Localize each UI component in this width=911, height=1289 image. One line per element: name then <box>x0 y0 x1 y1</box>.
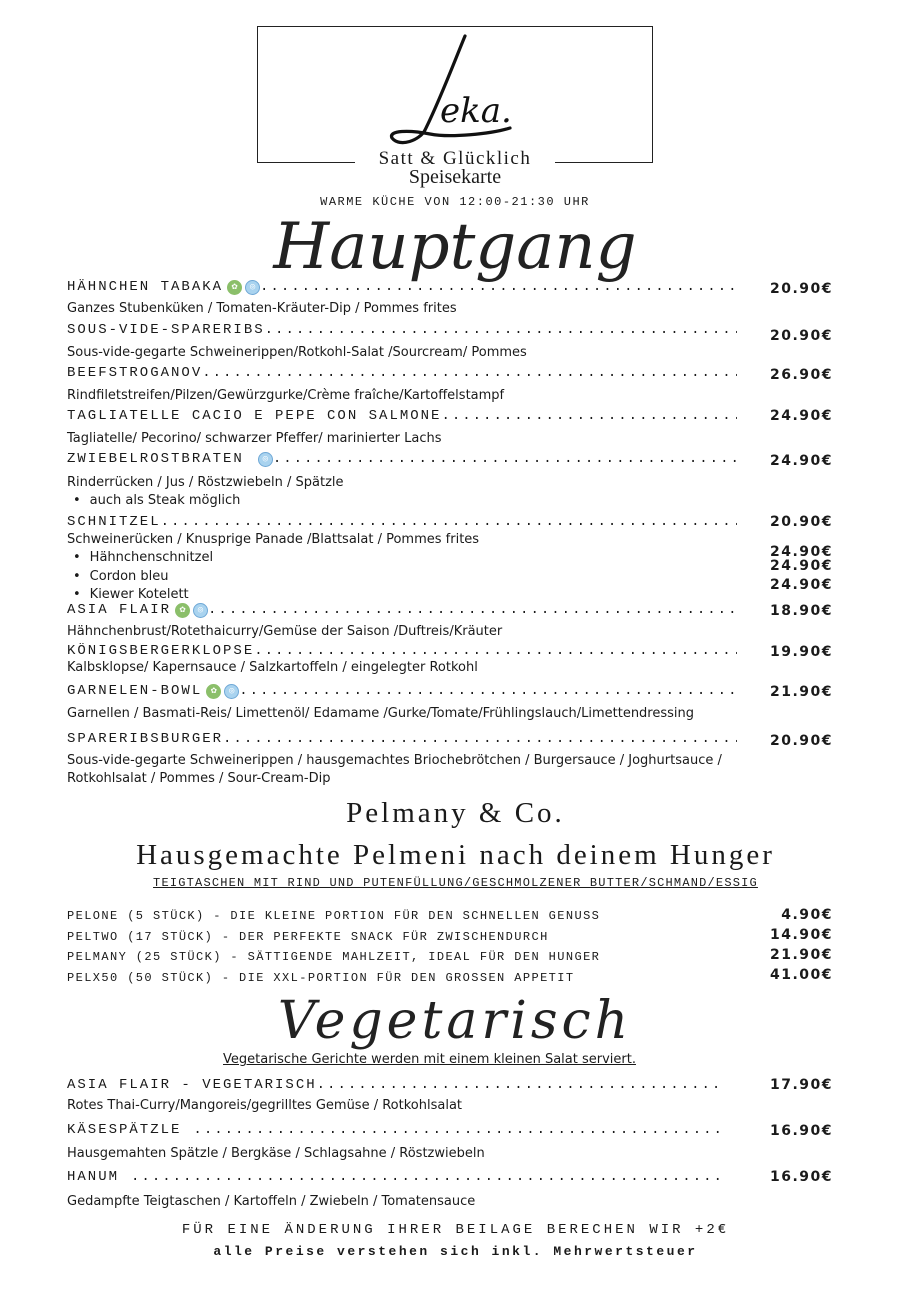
allergen-icon: ◎ <box>224 684 239 699</box>
pelmeni-brand: Pelmany & Co. <box>346 797 565 829</box>
allergen-icon: ◎ <box>193 603 208 618</box>
dish-description: Sous-vide-gegarte Schweinerippen / hausgemachtes Briochebrötchen / Burgersauce / Joghurtsauce / <box>67 753 722 768</box>
dish-description: Hausgemahten Spätzle / Bergkäse / Schlagsahne / Röstzwiebeln <box>67 1146 485 1161</box>
dish-variant: • Hähnchenschnitzel <box>73 550 213 565</box>
variant-price: 24.90€ <box>769 544 833 560</box>
tagline: Satt & Glücklich <box>378 148 532 169</box>
leaf-icon: ✿ <box>206 684 221 699</box>
variant-price: 24.90€ <box>769 577 833 593</box>
leaf-icon: ✿ <box>175 603 190 618</box>
pelmeni-price: 14.90€ <box>769 927 833 943</box>
dish-name-beefstroganov: BEEFSTROGANOV ..... <box>67 365 737 381</box>
pelmeni-item: PELX50 (50 STÜCK) - DIE XXL-PORTION FÜR DEN GROSSEN APPETIT <box>67 971 575 985</box>
dish-variant: • Cordon bleu <box>73 569 169 584</box>
footer-surcharge-note: FÜR EINE ÄNDERUNG IHRER BEILAGE BERECHEN WIR +2€ <box>181 1222 730 1238</box>
pelmeni-price: 4.90€ <box>781 907 833 923</box>
dish-description: Ganzes Stubenküken / Tomaten-Kräuter-Dip / Pommes frites <box>67 301 457 316</box>
logo-frame-line-left <box>257 162 355 163</box>
dish-description: Sous-vide-gegarte Schweinerippen/Rotkohl-Salat /Sourcream/ Pommes <box>67 345 527 360</box>
vegetarian-note: Vegetarische Gerichte werden mit einem kleinen Salat serviert. <box>223 1052 636 1067</box>
dish-description: Hähnchenbrust/Rotethaicurry/Gemüse der Saison /Duftreis/Kräuter <box>67 624 503 639</box>
dish-price: 20.90€ <box>769 328 833 344</box>
dish-price: 20.90€ <box>769 514 833 530</box>
logo-frame-line-right <box>555 162 653 163</box>
leaf-icon: ✿ <box>227 280 242 295</box>
variant-price: 24.90€ <box>769 558 833 574</box>
dish-price: 17.90€ <box>769 1077 833 1093</box>
dish-name-garnelen-bowl: GARNELEN-BOWL ✿ ◎ ..... <box>67 683 737 699</box>
leka-logo <box>370 30 540 150</box>
dish-price: 16.90€ <box>769 1169 833 1185</box>
dish-variant: • Kiewer Kotelett <box>73 587 189 602</box>
dish-description: Tagliatelle/ Pecorino/ schwarzer Pfeffer/ marinierter Lachs <box>67 431 442 446</box>
dish-price: 19.90€ <box>769 644 833 660</box>
dish-description: Rotes Thai-Curry/Mangoreis/gegrilltes Gemüse / Rotkohlsalat <box>67 1098 463 1113</box>
dish-price: 26.90€ <box>769 367 833 383</box>
section-heading-vegetarisch <box>255 980 655 1056</box>
pelmeni-item: PELTWO (17 STÜCK) - DER PERFEKTE SNACK FÜR ZWISCHENDURCH <box>67 930 549 944</box>
dish-name-tagliatelle: TAGLIATELLE CACIO E PEPE CON SALMONE ..... <box>67 408 737 424</box>
svg-text:Hauptgang: Hauptgang <box>273 210 637 284</box>
kitchen-hours: WARME KÜCHE VON 12:00-21:30 UHR <box>320 195 590 209</box>
dish-name-kaesespaetzle: KÄSESPÄTZLE ..... <box>67 1122 724 1138</box>
pelmeni-price: 41.00€ <box>769 967 833 983</box>
dish-description-continued: Rotkohlsalat / Pommes / Sour-Cream-Dip <box>67 771 331 786</box>
dish-description: Schweinerücken / Knusprige Panade /Blattsalat / Pommes frites <box>67 532 480 547</box>
dish-name-haehnchen-tabaka: HÄHNCHEN TABAKA ✿ ◎ ..... <box>67 279 737 295</box>
dish-description: Garnellen / Basmati-Reis/ Limettenöl/ Edamame /Gurke/Tomate/Frühlingslauch/Limettendressing <box>67 706 695 721</box>
pelmeni-item: PELONE (5 STÜCK) - DIE KLEINE PORTION FÜR DEN SCHNELLEN GENUSS <box>67 909 601 923</box>
menu-title: Speisekarte <box>408 166 502 188</box>
dish-price: 21.90€ <box>769 684 833 700</box>
dish-description: Rindfiletstreifen/Pilzen/Gewürzgurke/Crème fraîche/Kartoffelstampf <box>67 388 505 403</box>
dish-bullet: • auch als Steak möglich <box>73 493 240 508</box>
dish-description: Gedampfte Teigtaschen / Kartoffeln / Zwiebeln / Tomatensauce <box>67 1194 476 1209</box>
dish-name-zwiebelrostbraten: ZWIEBELROSTBRATEN ◎ ..... <box>67 451 737 467</box>
footer-vat-note: alle Preise verstehen sich inkl. Mehrwertsteuer <box>213 1244 698 1259</box>
dish-price: 18.90€ <box>769 603 833 619</box>
dish-name-spareribsburger: SPARERIBSBURGER ..... <box>67 731 737 747</box>
dish-price: 16.90€ <box>769 1123 833 1139</box>
dish-price: 24.90€ <box>769 408 833 424</box>
svg-text:Vegetarisch: Vegetarisch <box>277 991 633 1051</box>
svg-text:eka.: eka. <box>440 91 512 131</box>
dish-price: 24.90€ <box>769 453 833 469</box>
dish-description: Rinderrücken / Jus / Röstzwiebeln / Spätzle <box>67 475 344 490</box>
dish-name-schnitzel: SCHNITZEL ..... <box>67 514 737 530</box>
dish-price: 20.90€ <box>769 281 833 297</box>
pelmeni-subtitle: TEIGTASCHEN MIT RIND UND PUTENFÜLLUNG/GESCHMOLZENER BUTTER/SCHMAND/ESSIG <box>153 876 758 890</box>
dish-name-asia-flair-vegetarisch: ASIA FLAIR - VEGETARISCH ..... <box>67 1077 724 1093</box>
dish-price: 20.90€ <box>769 733 833 749</box>
dish-name-asia-flair: ASIA FLAIR ✿ ◎ ..... <box>67 602 737 618</box>
dish-name-koenigsbergerklopse: KÖNIGSBERGERKLOPSE ..... <box>67 643 737 659</box>
dish-description: Kalbsklopse/ Kapernsauce / Salzkartoffeln / eingelegter Rotkohl <box>67 660 478 675</box>
dish-name-sous-vide-spareribs: SOUS-VIDE-SPARERIBS ..... <box>67 322 737 338</box>
pelmeni-price: 21.90€ <box>769 947 833 963</box>
pelmeni-item: PELMANY (25 STÜCK) - SÄTTIGENDE MAHLZEIT, IDEAL FÜR DEN HUNGER <box>67 950 601 964</box>
pelmeni-title: Hausgemachte Pelmeni nach deinem Hunger <box>136 839 775 871</box>
allergen-icon: ◎ <box>245 280 260 295</box>
allergen-icon: ◎ <box>258 452 273 467</box>
dish-name-hanum: HANUM ..... <box>67 1169 724 1185</box>
